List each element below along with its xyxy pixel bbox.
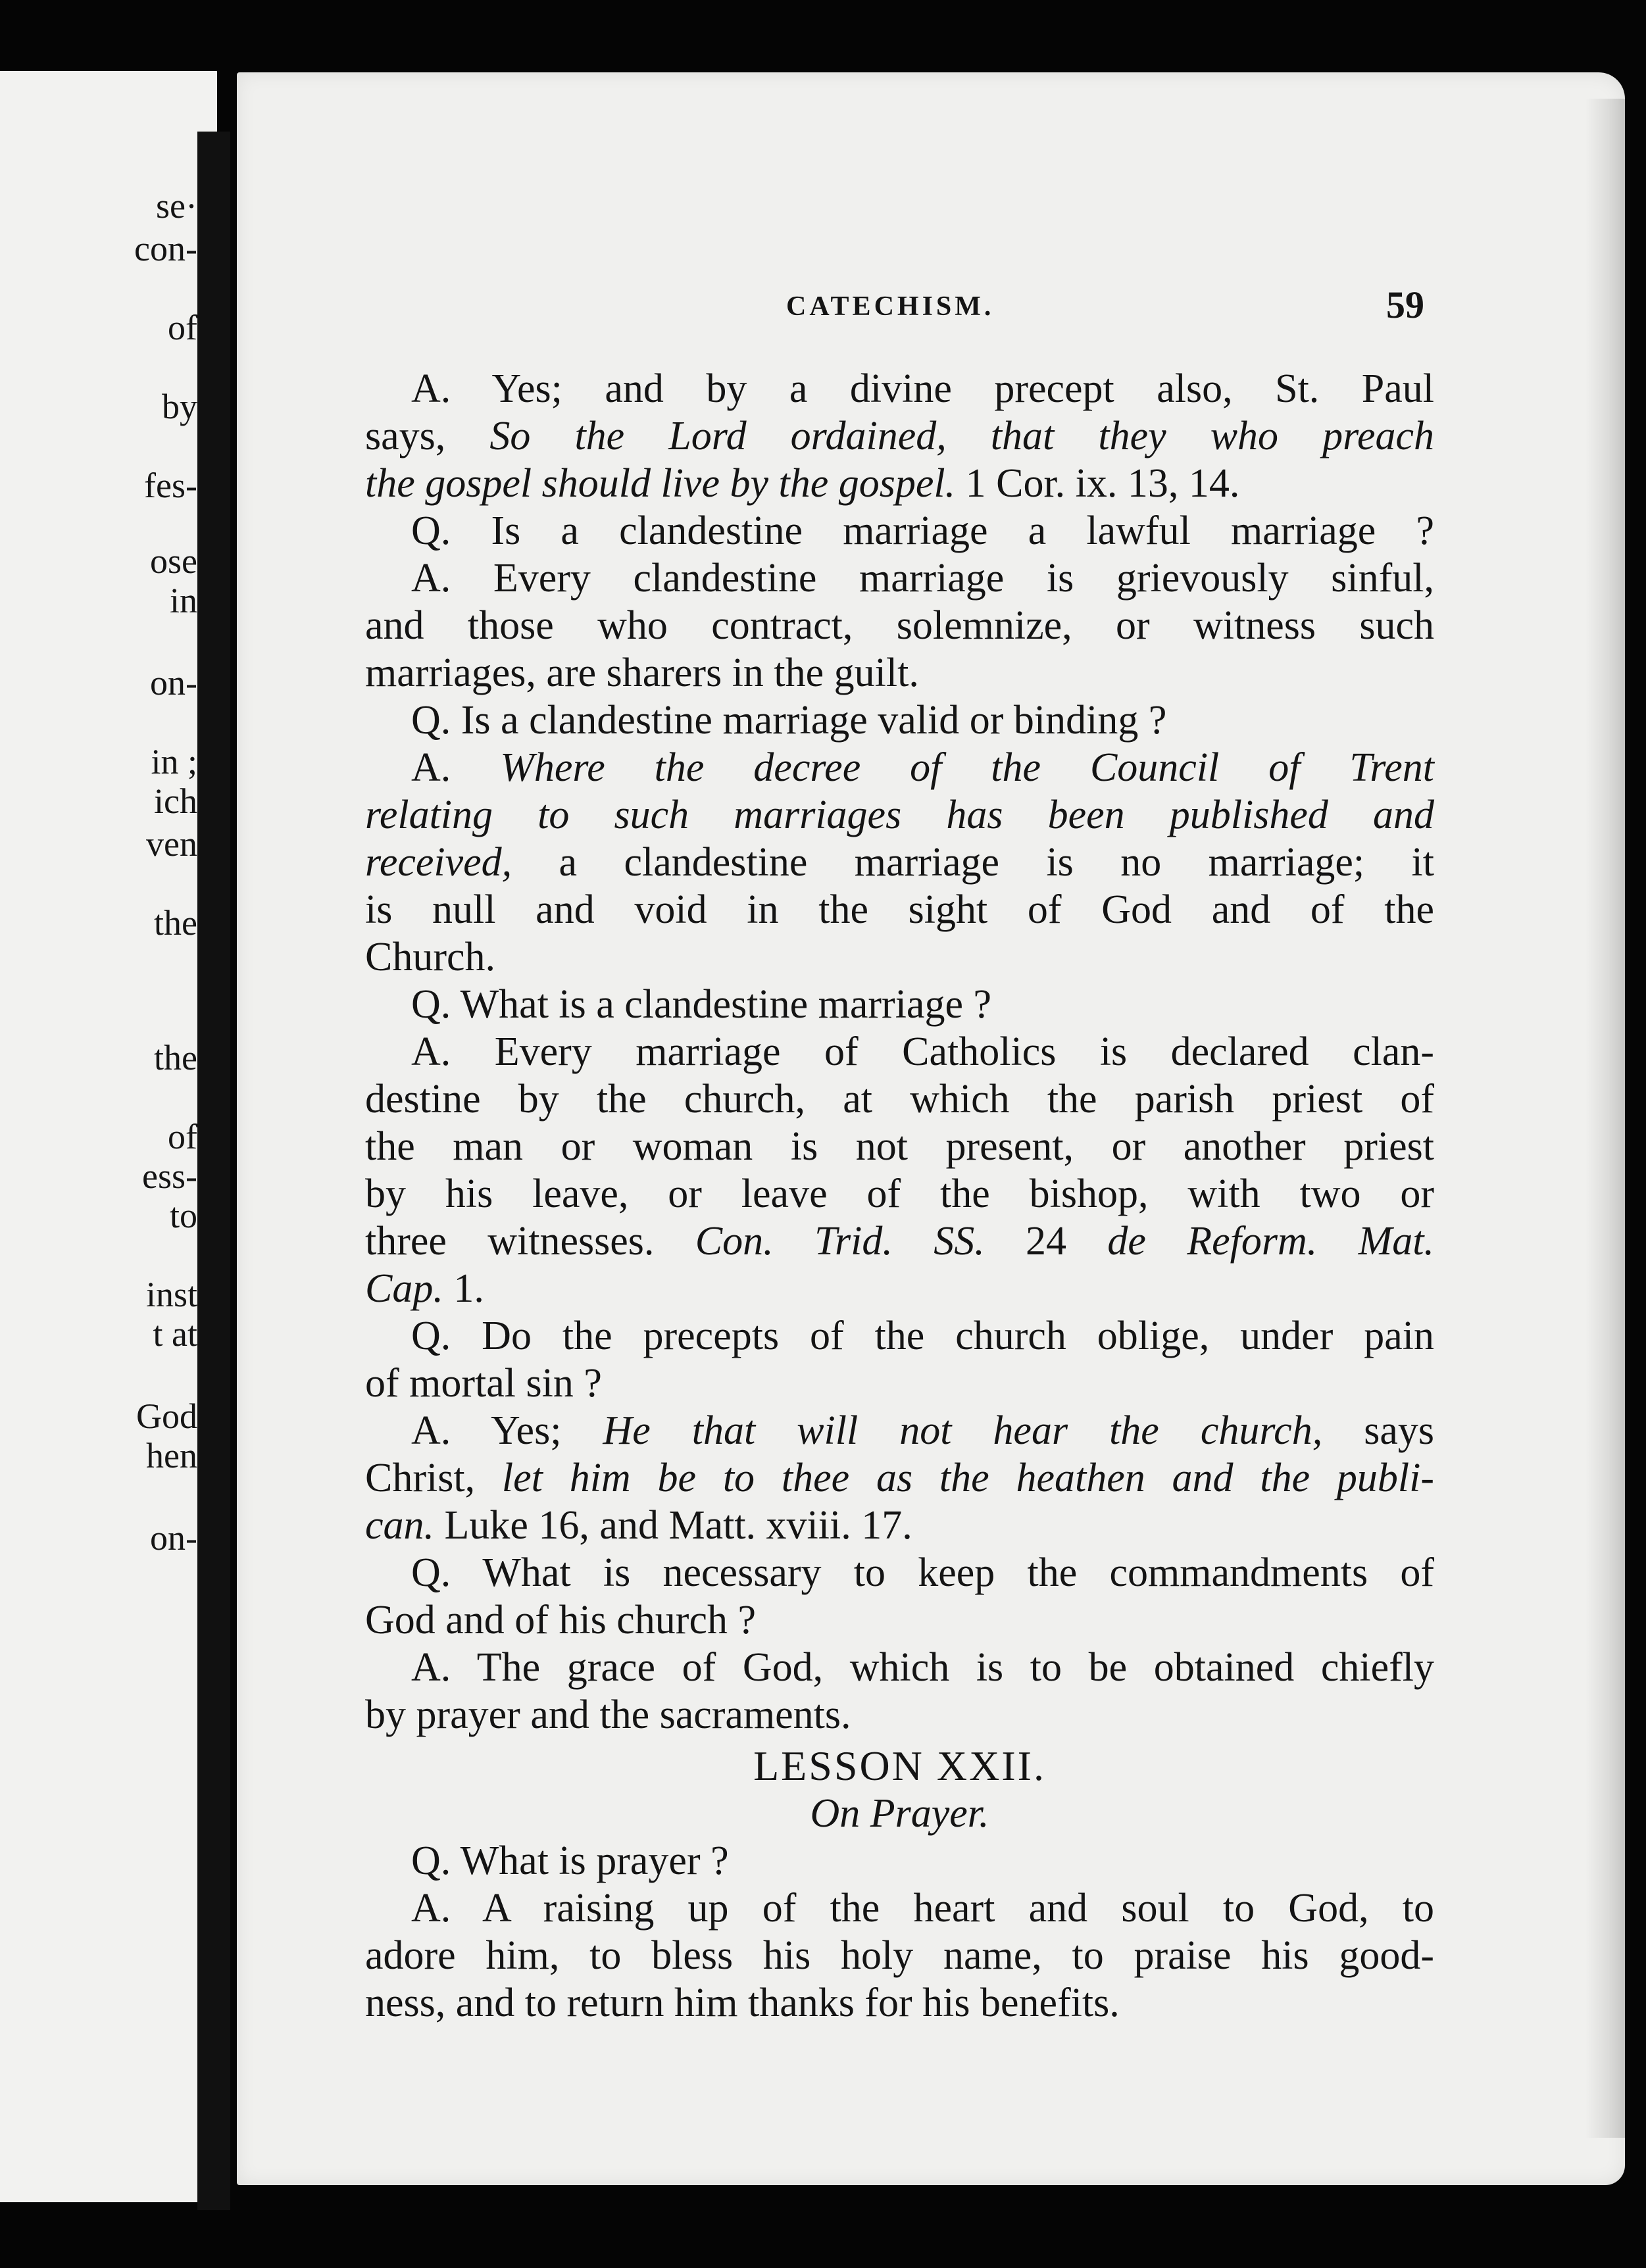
- text-run: Christ,: [365, 1456, 502, 1500]
- text-run: A. Every marriage of Catholics is declared clan-: [411, 1029, 1434, 1074]
- text-line: [365, 412, 1434, 460]
- lesson-heading: [365, 1742, 1434, 1790]
- text-line: [365, 1028, 1434, 1075]
- text-line: [365, 1979, 1434, 2027]
- text-line: [365, 460, 1434, 507]
- book-spine: [197, 132, 230, 2210]
- text-line: [365, 1691, 1434, 1738]
- text-line: [365, 1885, 1434, 1932]
- page-header: [365, 283, 1424, 329]
- text-run: Q. Is a clandestine marriage valid or binding ?: [411, 698, 1167, 743]
- italic-run: can.: [365, 1503, 435, 1548]
- text-run: a clandestine marriage is no marriage; it: [512, 840, 1434, 885]
- left-page: [0, 71, 217, 2202]
- left-page-fragment: con-: [134, 229, 197, 268]
- left-page-fragment: t at: [153, 1314, 197, 1354]
- text-run: A. Yes; and by a divine precept also, St. Paul: [411, 366, 1434, 411]
- left-page-fragment: of: [168, 308, 197, 347]
- left-page-fragment: on-: [150, 1518, 197, 1558]
- text-line: [365, 1502, 1434, 1549]
- text-line: [365, 649, 1434, 697]
- text-run: of mortal sin ?: [365, 1361, 602, 1406]
- text-run: says,: [365, 414, 490, 458]
- text-run: Church.: [365, 935, 496, 979]
- text-run: A. A raising up of the heart and soul to God, to: [411, 1886, 1434, 1931]
- italic-run: de Reform. Mat.: [1107, 1219, 1434, 1264]
- italic-run: He that will not hear the church,: [603, 1408, 1323, 1453]
- text-run: destine by the church, at which the parish priest of: [365, 1077, 1434, 1122]
- left-page-fragment: to: [169, 1196, 197, 1235]
- text-line: [365, 1454, 1434, 1502]
- text-line: [365, 507, 1434, 555]
- text-line: [365, 1123, 1434, 1170]
- text-run: marriages, are sharers in the guilt.: [365, 651, 919, 695]
- left-page-fragment: se·: [156, 186, 197, 226]
- text-line: [365, 1170, 1434, 1218]
- text-line: [365, 886, 1434, 933]
- italic-run: received,: [365, 840, 512, 885]
- left-page-fragment: in ;: [151, 742, 197, 781]
- running-head: CATECHISM.: [786, 291, 995, 322]
- text-line: [365, 744, 1434, 791]
- italic-run: Con. Trid. SS.: [695, 1219, 985, 1264]
- text-line: [365, 1549, 1434, 1596]
- text-run: 1 Cor. ix. 13, 14.: [955, 461, 1240, 506]
- left-page-fragment: fes-: [144, 466, 197, 505]
- left-page-fragment: of: [168, 1117, 197, 1156]
- left-page-fragment: God: [136, 1396, 197, 1436]
- text-line: [365, 1644, 1434, 1691]
- left-page-fragment: hen: [146, 1436, 197, 1475]
- left-page-fragment: the: [154, 903, 197, 943]
- italic-run: So the Lord ordained, that they who preach: [489, 414, 1434, 458]
- text-line: [365, 365, 1434, 412]
- text-run: Q. What is prayer ?: [411, 1838, 729, 1883]
- left-page-fragment: ich: [154, 781, 197, 821]
- italic-run: let him be to thee as the heathen and the publi-: [501, 1456, 1434, 1500]
- left-page-fragment: ose: [150, 541, 197, 581]
- left-page-fragment: ess-: [142, 1156, 197, 1196]
- text-run: A. The grace of God, which is to be obtained chiefly: [411, 1645, 1434, 1690]
- page-body: [365, 365, 1434, 2027]
- text-line: [365, 1407, 1434, 1454]
- text-run: adore him, to bless his holy name, to praise his good-: [365, 1933, 1434, 1978]
- text-line: [365, 933, 1434, 981]
- text-run: says: [1322, 1408, 1434, 1453]
- page-number: 59: [1386, 284, 1424, 326]
- text-run: Q. What is necessary to keep the commandments of: [411, 1550, 1434, 1595]
- text-run: A.: [411, 745, 501, 790]
- text-run: God and of his church ?: [365, 1598, 756, 1642]
- text-run: by his leave, or leave of the bishop, with two or: [365, 1171, 1434, 1216]
- text-run: Q. Do the precepts of the church oblige, under pain: [411, 1314, 1434, 1358]
- text-line: [365, 602, 1434, 649]
- text-line: [365, 1360, 1434, 1407]
- text-line: [365, 1596, 1434, 1644]
- text-run: and those who contract, solemnize, or witness such: [365, 603, 1434, 648]
- italic-run: On Prayer.: [810, 1791, 989, 1836]
- text-line: [365, 1837, 1434, 1885]
- text-run: ness, and to return him thanks for his benefits.: [365, 1981, 1120, 2025]
- text-run: by prayer and the sacraments.: [365, 1692, 851, 1737]
- text-line: [365, 1932, 1434, 1979]
- text-run: Q. What is a clandestine marriage ?: [411, 982, 991, 1027]
- text-line: [365, 839, 1434, 886]
- text-run: Q. Is a clandestine marriage a lawful marriage ?: [411, 508, 1434, 553]
- left-page-fragment: on-: [150, 663, 197, 703]
- text-run: 24: [984, 1219, 1108, 1264]
- italic-run: the gospel should live by the gospel.: [365, 461, 956, 506]
- left-page-fragment: in: [169, 581, 197, 620]
- text-run: 1.: [443, 1266, 484, 1311]
- left-page-fragment: inst: [145, 1275, 197, 1314]
- italic-run: Where the decree of the Council of Trent: [500, 745, 1434, 790]
- text-run: is null and void in the sight of God and of the: [365, 887, 1434, 932]
- text-line: [365, 1218, 1434, 1265]
- lesson-subheading: [365, 1790, 1434, 1837]
- text-line: [365, 697, 1434, 744]
- text-line: [365, 791, 1434, 839]
- left-page-fragment: ven: [146, 824, 197, 864]
- text-line: [365, 1075, 1434, 1123]
- text-line: [365, 981, 1434, 1028]
- italic-run: relating to such marriages has been published and: [365, 793, 1434, 837]
- text-line: [365, 555, 1434, 602]
- text-run: A. Every clandestine marriage is grievously sinful,: [411, 556, 1434, 601]
- text-run: the man or woman is not present, or another priest: [365, 1124, 1434, 1169]
- text-run: A. Yes;: [411, 1408, 603, 1453]
- text-line: [365, 1265, 1434, 1312]
- left-page-fragment: the: [154, 1038, 197, 1077]
- left-page-fragment: by: [162, 387, 197, 426]
- text-line: [365, 1312, 1434, 1360]
- text-run: three witnesses.: [365, 1219, 695, 1264]
- text-run: Luke 16, and Matt. xviii. 17.: [434, 1503, 912, 1548]
- italic-run: Cap.: [365, 1266, 443, 1311]
- text-run: LESSON XXII.: [753, 1742, 1046, 1789]
